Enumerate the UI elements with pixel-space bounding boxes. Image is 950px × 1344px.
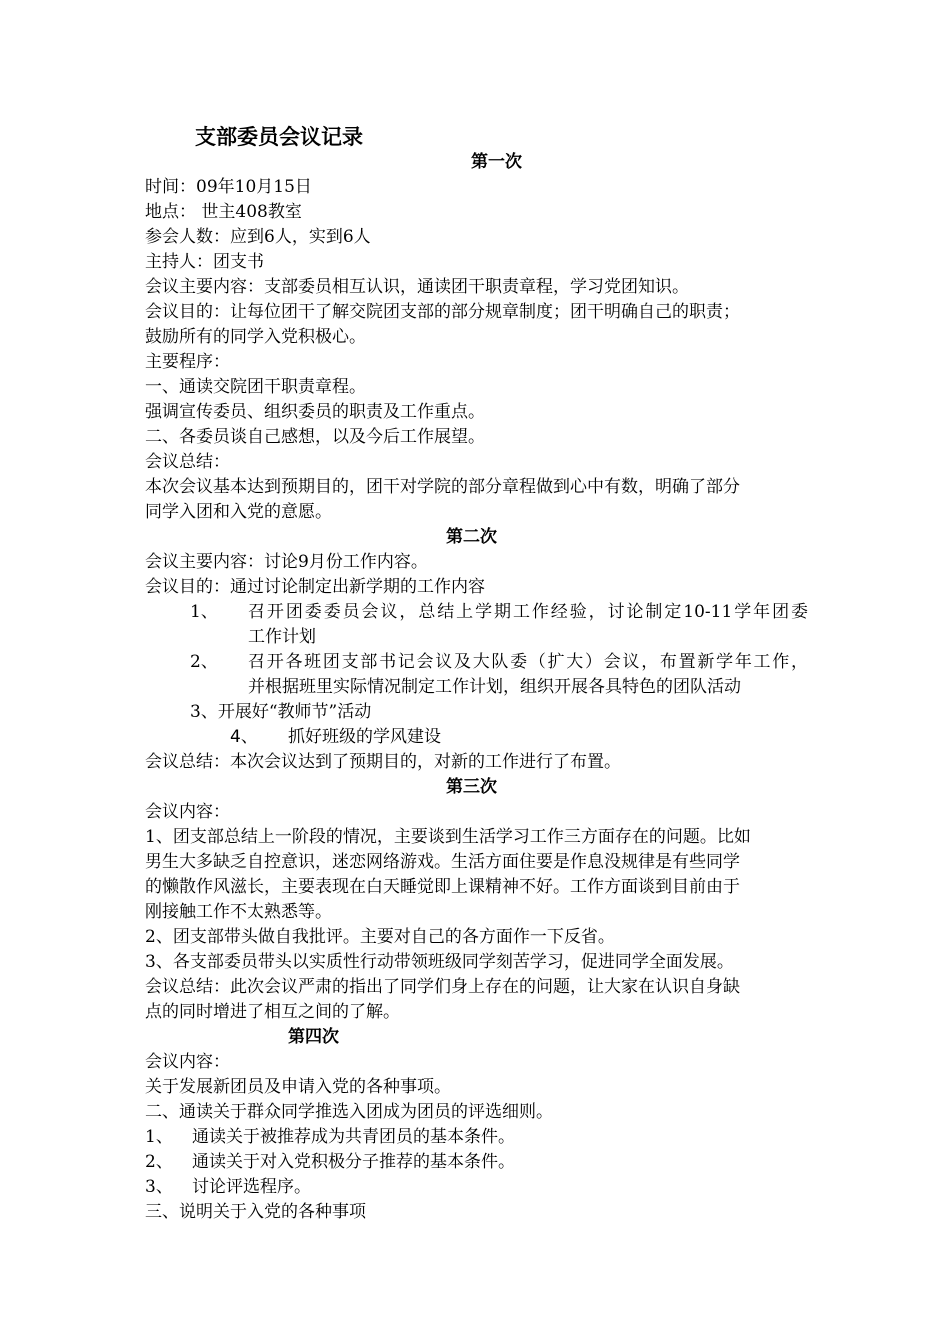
meeting2-content: 会议主要内容：讨论9月份工作内容。 [145, 552, 428, 572]
meeting4-sub1-text: 通读关于被推荐成为共青团员的基本条件。 [192, 1127, 515, 1147]
meeting2-summary: 会议总结：本次会议达到了预期目的，对新的工作进行了布置。 [145, 752, 621, 772]
meeting1-summary-line2: 同学入团和入党的意愿。 [145, 502, 332, 522]
meeting4-sub2-number: 2、 [145, 1152, 173, 1172]
meeting2-item4-number: 4、 [230, 727, 258, 747]
meeting1-content: 会议主要内容：支部委员相互认识，通读团干职责章程，学习党团知识。 [145, 277, 689, 297]
meeting1-heading: 第一次 [471, 152, 522, 172]
meeting1-procedure-label: 主要程序： [145, 352, 230, 372]
meeting4-line1: 关于发展新团员及申请入党的各种事项。 [145, 1077, 451, 1097]
meeting3-content-label: 会议内容： [145, 802, 230, 822]
meeting4-sub3-text: 讨论评选程序。 [192, 1177, 311, 1197]
meeting4-content-label: 会议内容： [145, 1052, 230, 1072]
meeting3-p1-line4: 刚接触工作不太熟悉等。 [145, 902, 332, 922]
meeting4-sub1-number: 1、 [145, 1127, 173, 1147]
meeting4-line3: 三、说明关于入党的各种事项 [145, 1202, 366, 1222]
meeting2-item2-number: 2、 [190, 652, 218, 672]
meeting2-item2-line2: 并根据班里实际情况制定工作计划，组织开展各具特色的团队活动 [248, 677, 741, 697]
meeting3-heading: 第三次 [446, 777, 497, 797]
meeting3-p2: 2、团支部带头做自我批评。主要对自己的各方面作一下反省。 [145, 927, 615, 947]
document-title: 支部委员会议记录 [195, 125, 363, 149]
meeting1-step2: 二、各委员谈自己感想，以及今后工作展望。 [145, 427, 485, 447]
meeting2-heading: 第二次 [446, 527, 497, 547]
meeting1-place: 地点： 世主408教室 [145, 202, 302, 222]
meeting2-item1-line2: 工作计划 [248, 627, 316, 647]
meeting1-time: 时间：09年10月15日 [145, 177, 312, 197]
meeting1-step1-detail: 强调宣传委员、组织委员的职责及工作重点。 [145, 402, 485, 422]
meeting2-item2-line1: 召开各班团支部书记会议及大队委（扩大）会议，布置新学年工作， [248, 652, 808, 672]
meeting4-line2: 二、通读关于群众同学推选入团成为团员的评选细则。 [145, 1102, 553, 1122]
meeting1-host: 主持人：团支书 [145, 252, 264, 272]
meeting4-sub2-text: 通读关于对入党积极分子推荐的基本条件。 [192, 1152, 515, 1172]
meeting1-purpose-line2: 鼓励所有的同学入党积极心。 [145, 327, 366, 347]
meeting3-summary-line2: 点的同时增进了相互之间的了解。 [145, 1002, 400, 1022]
meeting2-purpose: 会议目的：通过讨论制定出新学期的工作内容 [145, 577, 485, 597]
meeting1-attendance: 参会人数：应到6人，实到6人 [145, 227, 371, 247]
meeting2-item1-number: 1、 [190, 602, 218, 622]
meeting2-item3: 3、开展好“教师节”活动 [190, 702, 372, 722]
meeting3-p1-line3: 的懒散作风滋长，主要表现在白天睡觉即上课精神不好。工作方面谈到目前由于 [145, 877, 740, 897]
meeting3-p3: 3、各支部委员带头以实质性行动带领班级同学刻苦学习，促进同学全面发展。 [145, 952, 734, 972]
meeting3-p1-line1: 1、团支部总结上一阶段的情况，主要谈到生活学习工作三方面存在的问题。比如 [145, 827, 751, 847]
meeting2-item1-line1: 召开团委委员会议，总结上学期工作经验，讨论制定10-11学年团委 [248, 602, 808, 622]
meeting3-summary-line1: 会议总结：此次会议严肃的指出了同学们身上存在的问题，让大家在认识自身缺 [145, 977, 740, 997]
meeting3-p1-line2: 男生大多缺乏自控意识，迷恋网络游戏。生活方面住要是作息没规律是有些同学 [145, 852, 740, 872]
meeting1-purpose-line1: 会议目的：让每位团干了解交院团支部的部分规章制度；团干明确自己的职责； [145, 302, 740, 322]
meeting4-heading: 第四次 [288, 1027, 339, 1047]
meeting4-sub3-number: 3、 [145, 1177, 173, 1197]
meeting1-summary-line1: 本次会议基本达到预期目的，团干对学院的部分章程做到心中有数，明确了部分 [145, 477, 740, 497]
meeting2-item4-text: 抓好班级的学风建设 [288, 727, 441, 747]
meeting1-step1: 一、通读交院团干职责章程。 [145, 377, 366, 397]
meeting1-summary-label: 会议总结： [145, 452, 230, 472]
